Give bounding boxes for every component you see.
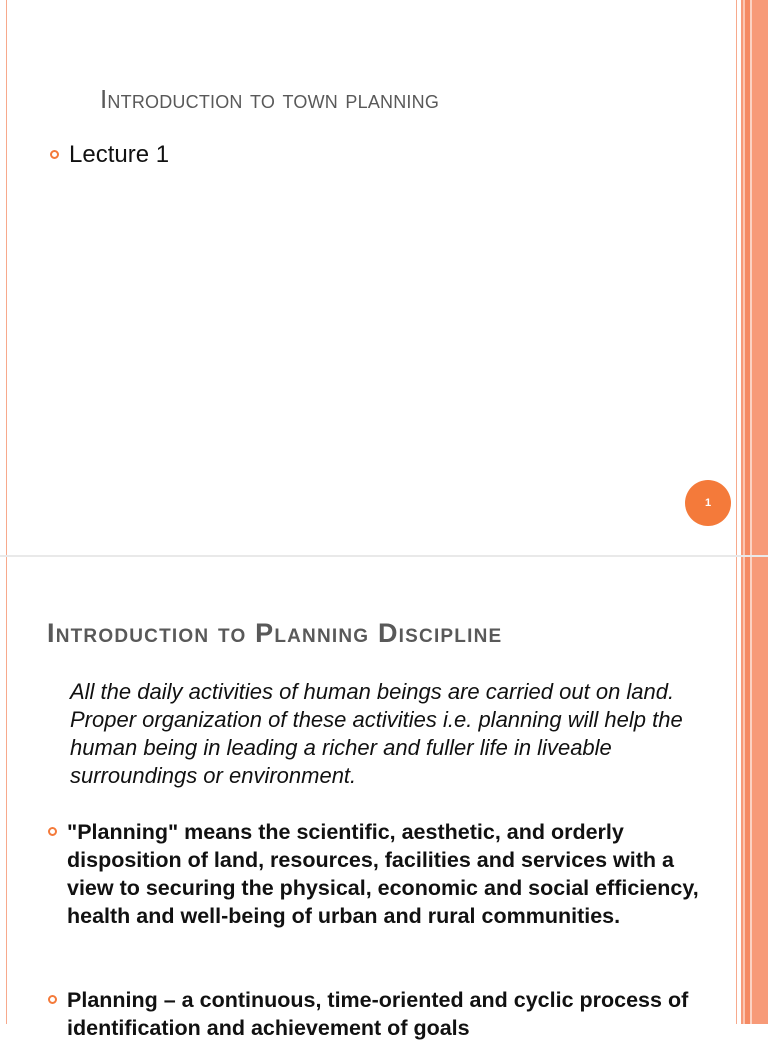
bullet-item (50, 141, 169, 169)
bullet-circle-icon (48, 827, 57, 836)
bullet-item (48, 986, 728, 1042)
slide-border-band (741, 557, 768, 1024)
bullet-circle-icon (48, 995, 57, 1004)
slide-border-left (6, 557, 7, 1024)
slide-title: Introduction to town planning (100, 84, 440, 114)
bullet-text: "Planning" means the scientific, aesthetic, and orderly disposition of land, resources, facilities and services with a view to securing the physical, economic and social efficiency, health and well-being of urban and rural communities. (67, 820, 699, 928)
slide-border-right (736, 557, 737, 1024)
slide-border-right (736, 0, 737, 555)
page-number-badge: 1 (685, 480, 731, 526)
slide-border-left (6, 0, 7, 555)
bullet-text: Planning – a continuous, time-oriented and cyclic process of identification and achievement of goals (67, 988, 689, 1040)
bullet-circle-icon (50, 150, 59, 159)
slide-title: Introduction to Planning Discipline (47, 618, 503, 648)
slide-border-band (741, 0, 768, 555)
bullet-item (48, 818, 728, 930)
intro-paragraph: All the daily activities of human beings are carried out on land. Proper organization of these activities i.e. planning will help the human being in leading a richer and fuller life in liveable surroundings or environment. (70, 679, 683, 788)
bullet-text: Lecture 1 (69, 141, 170, 168)
